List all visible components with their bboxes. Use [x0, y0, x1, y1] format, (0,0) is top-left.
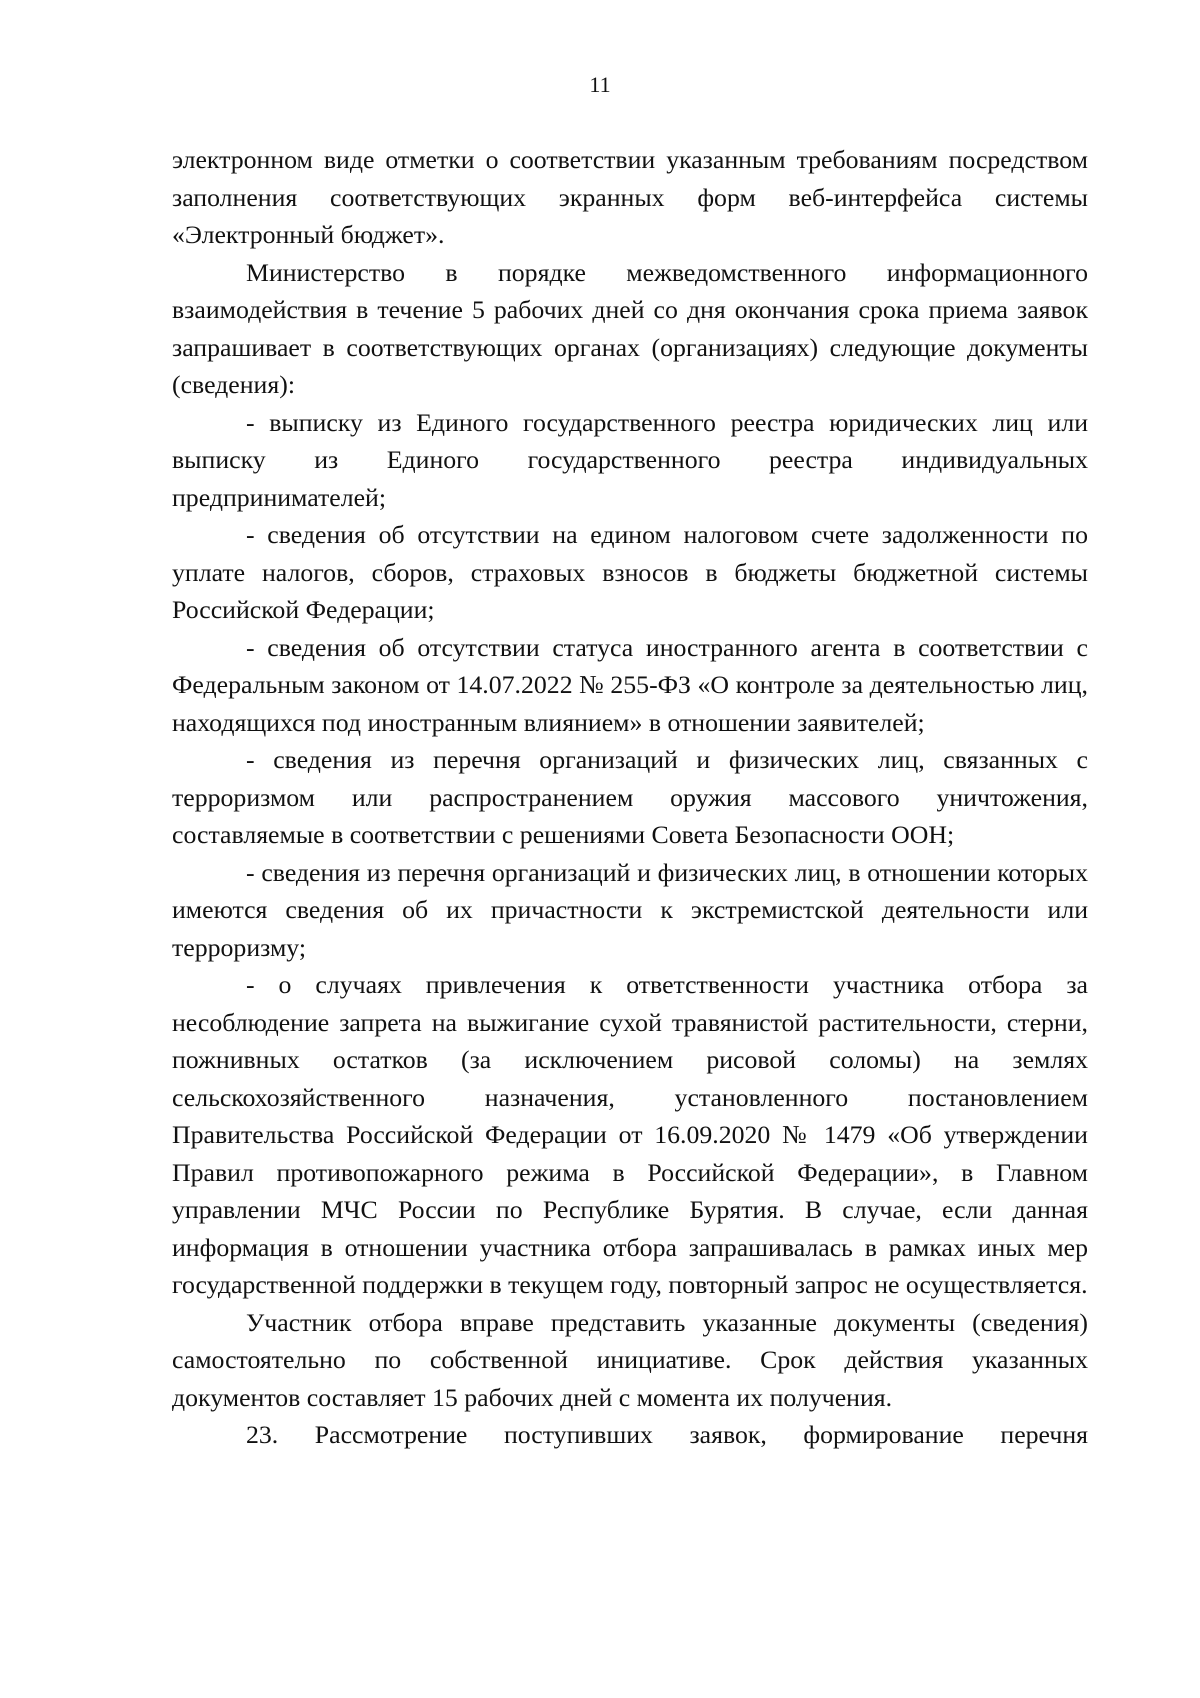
- list-item-foreign-agent: - сведения об отсутствии статуса иностранного агента в соответствии с Федеральным законом от 14.07.2022 № 255-ФЗ «О контроле за деятельностью лиц, находящихся под иностранным влиянием» в отношении заявителей;: [172, 632, 1088, 737]
- paragraph-continuation: электронном виде отметки о соответствии указанным требованиям посредством заполнения соответствующих экранных форм веб-интерфейса системы «Электронный бюджет».: [172, 145, 1088, 249]
- document-body: [172, 141, 1088, 1454]
- paragraph-ministry-request: Министерство в порядке межведомственного информационного взаимодействия в течение 5 рабочих дней со дня окончания срока приема заявок запрашивает в соответствующих органах (организациях) следующие документы (сведения):: [172, 257, 1088, 399]
- paragraph-section-23: 23. Рассмотрение поступивших заявок, формирование перечня: [246, 1420, 1088, 1449]
- list-item-fire-violations: - о случаях привлечения к ответственности участника отбора за несоблюдение запрета на выжигание сухой травянистой растительности, стерни, пожнивных остатков (за исключением рисовой соломы) на землях сельскохозяйственного назначения, установленного постановлением Правительства Российской Федерации от 16.09.2020 № 1479 «Об утверждении Правил противопожарного режима в Российской Федерации», в Главном управлении МЧС России по Республике Бурятия. В случае, если данная информация в отношении участника отбора запрашивалась в рамках иных мер государственной поддержки в текущем году, повторный запрос не осуществляется.: [172, 970, 1088, 1299]
- list-item-terrorism-list: - сведения из перечня организаций и физических лиц, связанных с терроризмом или распространением оружия массового уничтожения, составляемые в соответствии с решениями Совета Безопасности ООН;: [172, 745, 1088, 849]
- list-item-egrul-extract: - выписку из Единого государственного реестра юридических лиц или выписку из Единого государственного реестра индивидуальных предпринимателей;: [172, 407, 1088, 512]
- list-item-extremism-list: - сведения из перечня организаций и физических лиц, в отношении которых имеются сведения об их причастности к экстремистской деятельности или терроризму;: [172, 857, 1088, 962]
- paragraph-participant-right: Участник отбора вправе представить указанные документы (сведения) самостоятельно по собственной инициативе. Срок действия указанных документов составляет 15 рабочих дней с момента их получения.: [172, 1307, 1088, 1412]
- list-item-tax-debt: - сведения об отсутствии на едином налоговом счете задолженности по уплате налогов, сборов, страховых взносов в бюджеты бюджетной системы Российской Федерации;: [172, 520, 1088, 624]
- page-number: 11: [589, 72, 611, 97]
